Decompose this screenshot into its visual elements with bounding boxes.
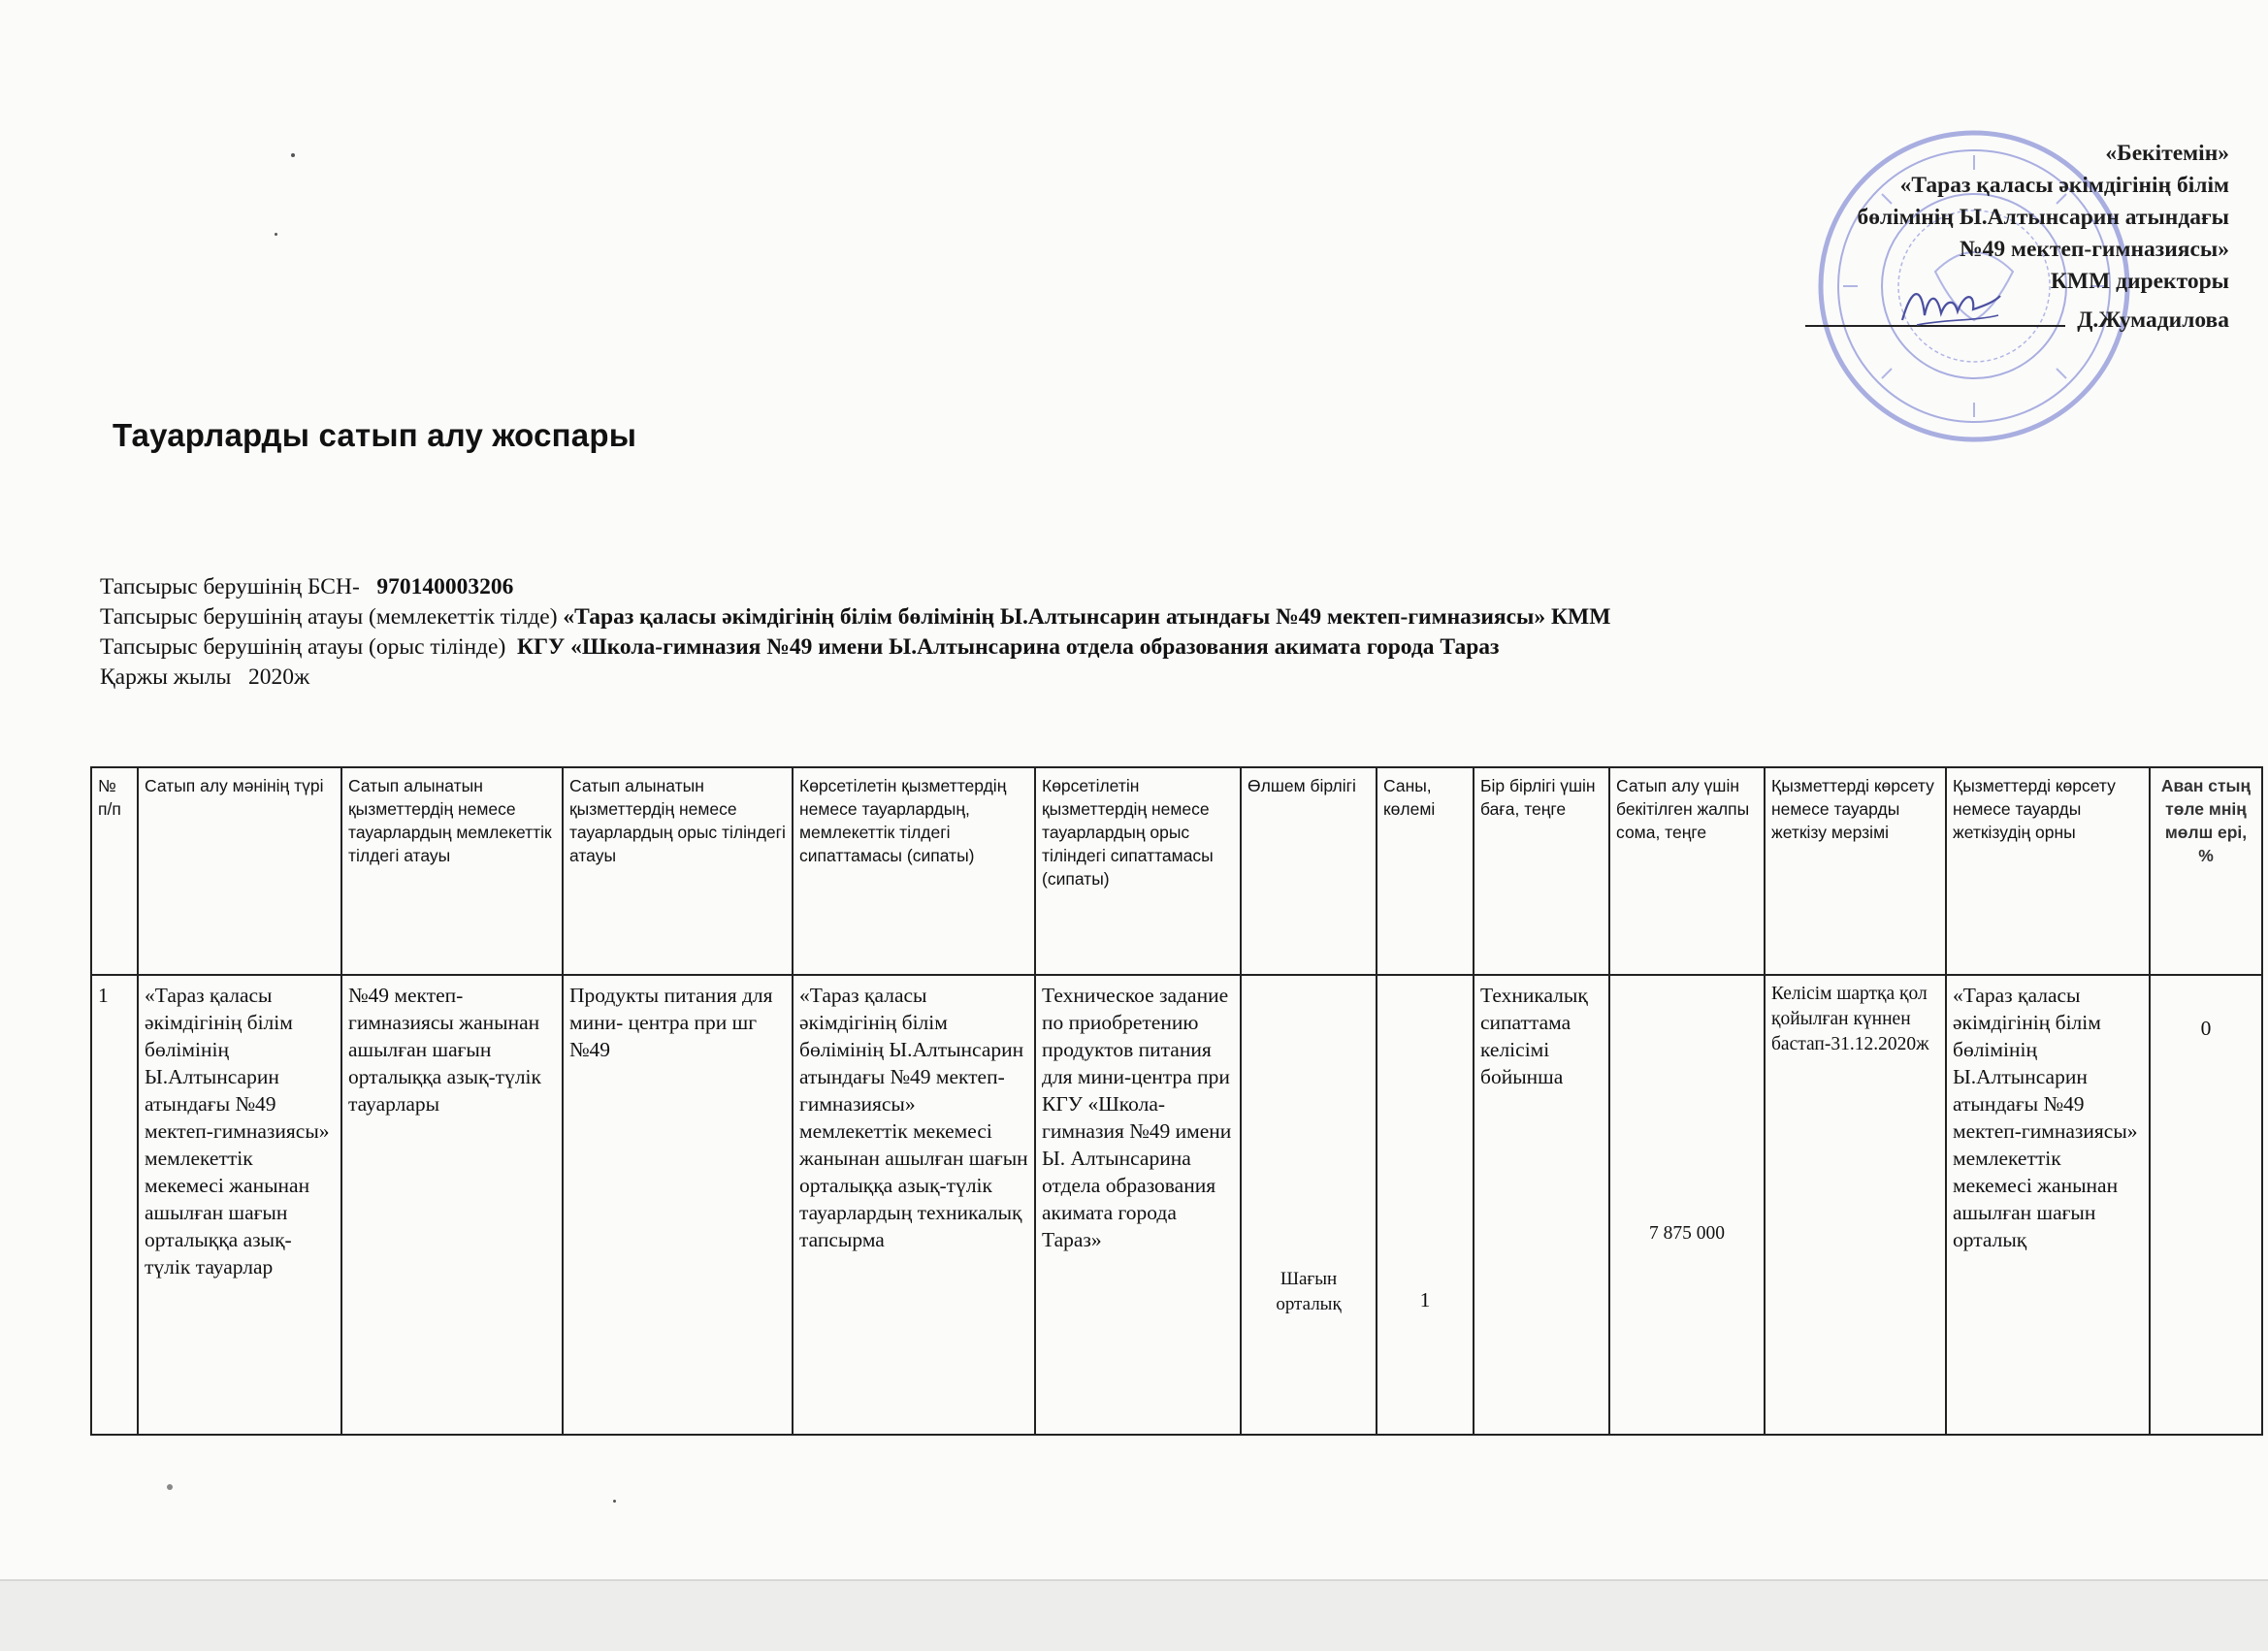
fiscal-value: 2020ж	[247, 664, 310, 690]
cell-desc-kz: «Тараз қаласы әкімдігінің білім бөлімінің Ы.Алтынсарин атындағы №49 мектеп-гимназиясы» мемлекеттік мекемесі жанынан ашылған шағын орталыққа азық-түлік тауарлардың техникалық тапсырма	[793, 975, 1035, 1435]
header-cell: № п/п	[91, 767, 138, 975]
name-ru-value: КГУ «Школа-гимназия №49 имени Ы.Алтынсарина отдела образования акимата города Тараз	[517, 634, 1500, 660]
scan-speck	[291, 153, 295, 157]
cell-advance: 0	[2150, 975, 2262, 1435]
header-cell: Қызметтерді көрсету немесе тауарды жеткізу мерзімі	[1765, 767, 1946, 975]
cell-place: «Тараз қаласы әкімдігінің білім бөлімінің Ы.Алтынсарин атындағы №49 мектеп-гимназиясы» мемлекеттік мекемесі жанынан ашылған шағын орталық	[1946, 975, 2150, 1435]
approval-line: «Бекітемін»	[2105, 141, 2229, 166]
scan-margin	[0, 1579, 2268, 1651]
header-cell: Көрсетілетін қызметтердің немесе тауарлардың, мемлекеттік тілдегі сипаттамасы (сипаты)	[793, 767, 1035, 975]
bin-row	[100, 572, 1610, 602]
document-title: Тауарларды сатып алу жоспары	[113, 417, 637, 453]
scan-speck	[613, 1500, 616, 1503]
approval-line: «Тараз қаласы әкімдігінің білім	[1899, 173, 2229, 198]
scan-speck	[275, 233, 277, 236]
customer-info	[100, 572, 1610, 693]
header-cell: Сатып алу үшін бекітілген жалпы сома, теңге	[1609, 767, 1765, 975]
table-row	[91, 975, 2262, 1435]
name-kz-value: «Тараз қаласы әкімдігінің білім бөлімінің Ы.Алтынсарин атындағы №49 мектеп-гимназиясы» КММ	[563, 604, 1611, 630]
header-cell: Бір бірлігі үшін баға, теңге	[1474, 767, 1609, 975]
cell-type: «Тараз қаласы әкімдігінің білім бөлімінің Ы.Алтынсарин атындағы №49 мектеп-гимназиясы» мемлекеттік мекемесі жанынан ашылған шағын орталыққа азық-түлік тауарлар	[138, 975, 341, 1435]
cell-term: Келісім шартқа қол қойылған күннен бастап-31.12.2020ж	[1765, 975, 1946, 1435]
bin-label: Тапсырыс берушінің БСН-	[100, 574, 360, 599]
header-cell: Қызметтерді көрсету немесе тауарды жеткізудің орны	[1946, 767, 2150, 975]
header-cell: Сатып алынатын қызметтердің немесе тауарлардың мемлекеттік тілдегі атауы	[341, 767, 563, 975]
approval-line: №49 мектеп-гимназиясы»	[1959, 237, 2229, 262]
header-cell: Сатып алу мәнінің түрі	[138, 767, 341, 975]
director-name: Д.Жумадилова	[2077, 308, 2229, 333]
cell-desc-ru: Техническое задание по приобретению продуктов питания для мини-центра при КГУ «Школа-гимназия №49 имени Ы. Алтынсарина отдела образования акимата города Тараз»	[1035, 975, 1241, 1435]
fiscal-row	[100, 663, 1610, 693]
cell-name-kz: №49 мектеп-гимназиясы жанынан ашылған шағын орталыққа азық-түлік тауарлары	[341, 975, 563, 1435]
name-ru-row	[100, 632, 1610, 663]
cell-total: 7 875 000	[1609, 975, 1765, 1435]
scan-speck	[167, 1484, 173, 1490]
cell-name-ru: Продукты питания для мини- центра при шг №49	[563, 975, 793, 1435]
cell-qty: 1	[1377, 975, 1474, 1435]
header-cell: Көрсетілетін қызметтердің немесе тауарлардың орыс тіліндегі сипаттамасы (сипаты)	[1035, 767, 1241, 975]
name-ru-label: Тапсырыс берушінің атауы (орыс тілінде)	[100, 634, 506, 660]
fiscal-label: Қаржы жылы	[100, 664, 232, 690]
header-cell: Аван стың төле мнің мөлш ері, %	[2150, 767, 2262, 975]
header-cell: Сатып алынатын қызметтердің немесе тауарлардың орыс тіліндегі атауы	[563, 767, 793, 975]
procurement-table	[90, 766, 2263, 1436]
cell-price: Техникалық сипаттама келісімі бойынша	[1474, 975, 1609, 1435]
name-kz-label: Тапсырыс берушінің атауы (мемлекеттік тілде)	[100, 604, 558, 630]
signature-icon	[1897, 276, 2004, 335]
signature-row	[1805, 298, 2229, 337]
table-header-row	[91, 767, 2262, 975]
approval-line: бөлімінің Ы.Алтынсарин атындағы	[1857, 205, 2229, 230]
header-cell: Өлшем бірлігі	[1241, 767, 1377, 975]
name-kz-row	[100, 602, 1610, 632]
approval-line: КММ директоры	[2050, 269, 2229, 294]
header-cell: Саны, көлемі	[1377, 767, 1474, 975]
cell-unit: Шағын орталық	[1241, 975, 1377, 1435]
cell-num: 1	[91, 975, 138, 1435]
bin-value: 970140003206	[376, 574, 514, 599]
approval-block	[1805, 138, 2229, 337]
signature-line	[1805, 298, 2065, 327]
